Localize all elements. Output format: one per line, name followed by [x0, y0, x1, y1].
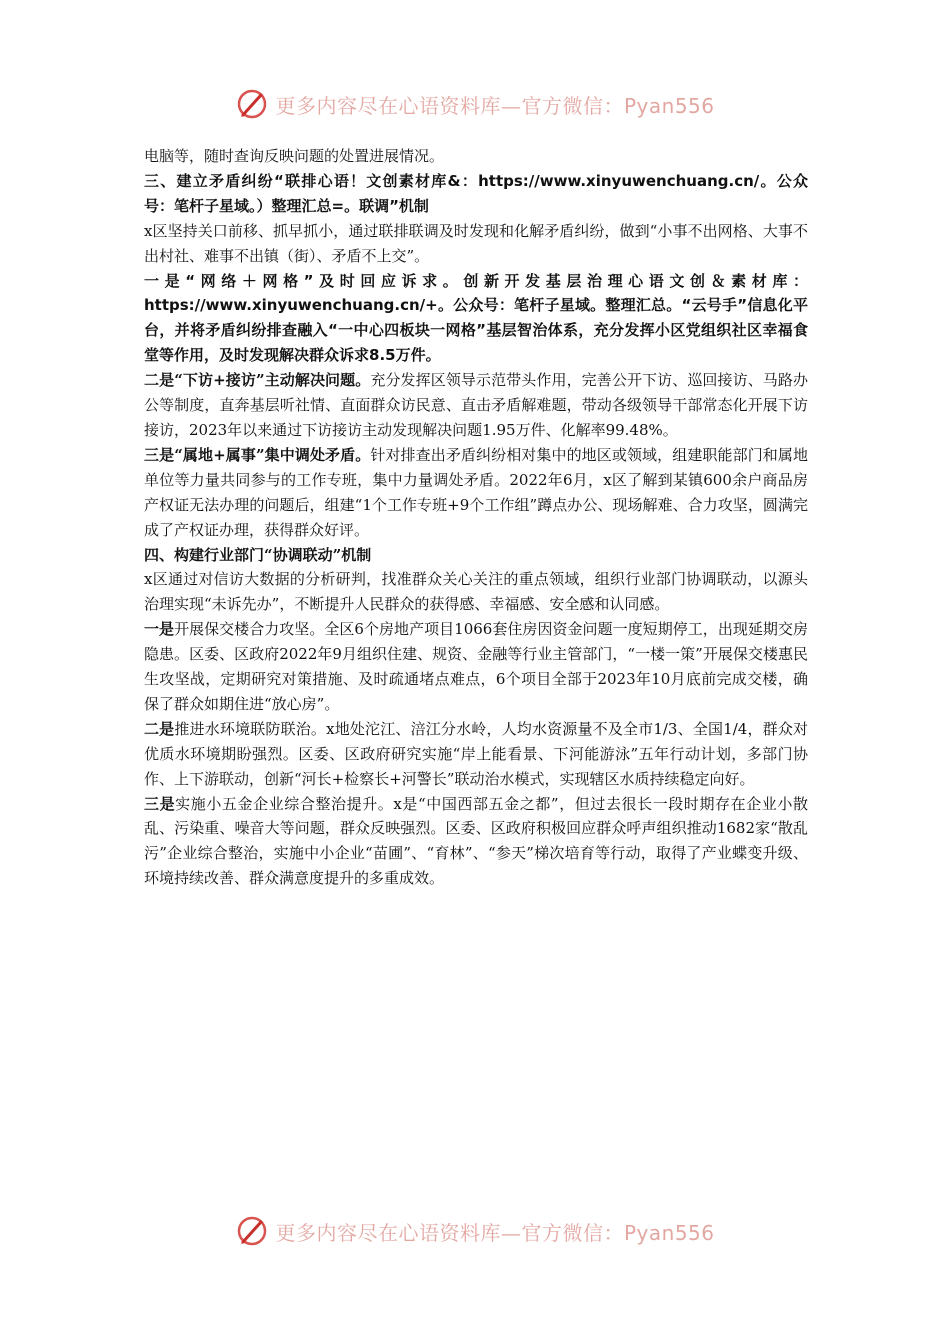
document-body [144, 144, 808, 891]
paragraph-body: 针对排查出矛盾纠纷相对集中的地区或领域，组建职能部门和属地单位等力量共同参与的工作专班，集中力量调处矛盾。2022年6月，x区了解到某镇600余户商品房产权证无法办理的问题后，组建“1个工作专班+9个工作组”蹲点办公、现场解难、合力攻坚，圆满完成了产权证办理，获得群众好评。 [144, 445, 808, 539]
banner-text: 更多内容尽在心语资料库—官方微信：Pyan556 [275, 1220, 715, 1245]
section-heading-4: 四、构建行业部门“协调联动”机制 [144, 545, 372, 564]
paragraph-lead: 三是 [144, 794, 176, 813]
paragraph-body: 充分发挥区领导示范带头作用，完善公开下访、巡回接访、马路办公等制度，直奔基层听社情、直面群众访民意、直击矛盾解难题，带动各级领导干部常态化开展下访接访，2023年以来通过下访接访主动发现解决问题1.95万件、化解率99.48%。 [144, 371, 808, 439]
paragraph-body: 实施小五金企业综合整治提升。x是“中国西部五金之都”，但过去很长一段时期存在企业小散乱、污染重、噪音大等问题，群众反映强烈。区委、区政府积极回应群众呼声组织推动1682家“散乱污”企业综合整治，实施中小企业“苗圃”、“育林”、“参天”梯次培育等行动，取得了产业蝶变升级、环境持续改善、群众满意度提升的多重成效。 [144, 794, 808, 888]
paragraph-lead: 一是 [144, 620, 175, 639]
paragraph [144, 443, 808, 543]
brush-logo-icon [235, 1214, 269, 1248]
paragraph [144, 617, 808, 717]
paragraph [144, 792, 808, 892]
paragraph [144, 368, 808, 443]
paragraph: x区坚持关口前移、抓早抓小，通过联排联调及时发现和化解矛盾纠纷，做到“小事不出网格、大事不出村社、难事不出镇（街）、矛盾不上交”。 [144, 221, 808, 265]
banner-text: 更多内容尽在心语资料库—官方微信：Pyan556 [275, 93, 715, 118]
header-banner [0, 84, 950, 124]
paragraph-lead: 二是“下访+接访”主动解决问题。 [144, 371, 371, 390]
paragraph-lead: 三是“属地+属事”集中调处矛盾。 [144, 445, 371, 464]
paragraph-body: 开展保交楼合力攻坚。全区6个房地产项目1066套住房因资金问题一度短期停工，出现延期交房隐患。区委、区政府2022年9月组织住建、规资、金融等行业主管部门，“一楼一策”开展保交楼惠民生攻坚战，定期研究对策措施、及时疏通堵点难点，6个项目全部于2023年10月底前完成交楼，确保了群众如期住进“放心房”。 [144, 620, 808, 713]
paragraph-bold: 一是“网络＋网格”及时回应诉求。创新开发基层治理心语文创＆素材库：https://www.xinyuwenchuang.cn/+。公众号：笔杆子星域。整理汇总。“云号手”信息化平台，并将矛盾纠纷排查融入“一中心四板块一网格”基层智治体系，充分发挥小区党组织社区幸福食堂等作用，及时发现解决群众诉求8.5万件。 [144, 271, 808, 365]
paragraph-body: 推进水环境联防联治。x地处沱江、涪江分水岭，人均水资源量不及全市1/3、全国1/4，群众对优质水环境期盼强烈。区委、区政府研究实施“岸上能看景、下河能游泳”五年行动计划，多部门协作、上下游联动，创新“河长+检察长+河警长”联动治水模式，实现辖区水质持续稳定向好。 [144, 719, 808, 788]
paragraph-lead: 二是 [144, 719, 175, 738]
footer-banner [0, 1211, 950, 1251]
paragraph: x区通过对信访大数据的分析研判，找准群众关心关注的重点领域，组织行业部门协调联动，以源头治理实现“未诉先办”，不断提升人民群众的获得感、幸福感、安全感和认同感。 [144, 570, 808, 614]
paragraph [144, 717, 808, 792]
paragraph: 电脑等，随时查询反映问题的处置进展情况。 [144, 147, 445, 165]
section-heading-3: 三、建立矛盾纠纷“联排心语！文创素材库&：https://www.xinyuwenchuang.cn/。公众号：笔杆子星域。）整理汇总=。联调”机制 [144, 171, 808, 215]
brush-logo-icon [235, 87, 269, 121]
